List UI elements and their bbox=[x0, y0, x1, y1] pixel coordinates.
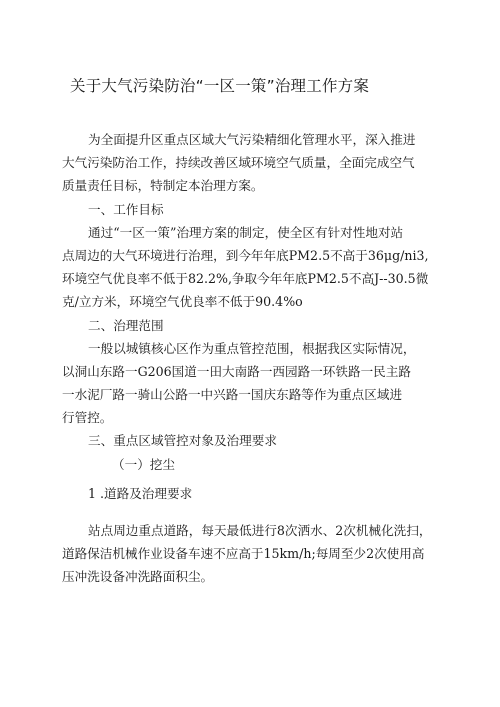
goals-line: 点周边的大气环境进行治理，到今年年底PM2.5不高于36μg/ni3, bbox=[62, 247, 429, 263]
roads-line: 道路保洁机械作业设备车速不应高于15km/h;每周至少2次使用高 bbox=[62, 546, 425, 562]
goals-line: 克/立方米，环境空气优良率不低于90.4%o bbox=[62, 294, 303, 310]
roads-line: 压冲洗设备冲洗路面积尘。 bbox=[62, 569, 214, 585]
roads-line: 站点周边重点道路，每天最低进行8次洒水、2次机械化洗扫， bbox=[88, 523, 432, 538]
subsection-heading-dust: （一）挖尘 bbox=[112, 456, 175, 472]
section-heading-goals: 一、工作目标 bbox=[88, 201, 164, 217]
goals-line: 环境空气优良率不低于82.2%,争取今年年底PM2.5不高J--30.5微 bbox=[62, 271, 429, 287]
scope-line: 一般以城镇核心区作为重点管控范围，根据我区实际情况， bbox=[88, 340, 416, 356]
item-heading-roads: 1 .道路及治理要求 bbox=[88, 485, 193, 501]
document-title: 关于大气污染防治“一区一策”治理工作方案 bbox=[70, 77, 370, 95]
document-body bbox=[62, 128, 442, 589]
intro-line: 大气污染防治工作，持续改善区域环境空气质量，全面完成空气 bbox=[62, 155, 415, 171]
intro-line: 为全面提升区重点区域大气污染精细化管理水平，深入推进 bbox=[88, 132, 416, 147]
scope-line: 行管控。 bbox=[62, 410, 113, 426]
scope-line: 一水泥厂路一骑山公路一中兴路一国庆东路等作为重点区域进 bbox=[62, 387, 403, 403]
section-heading-scope: 二、治理范围 bbox=[88, 317, 164, 333]
scope-line: 以洞山东路一G206国道一田大南路一西园路一环铁路一民主路 bbox=[62, 363, 411, 379]
section-heading-control: 三、重点区域管控对象及治理要求 bbox=[88, 433, 277, 449]
intro-line: 质量责任目标，特制定本治理方案。 bbox=[62, 178, 264, 194]
goals-line: 通过“一区一策”治理方案的制定，使全区有针对性地对站 bbox=[88, 224, 404, 240]
